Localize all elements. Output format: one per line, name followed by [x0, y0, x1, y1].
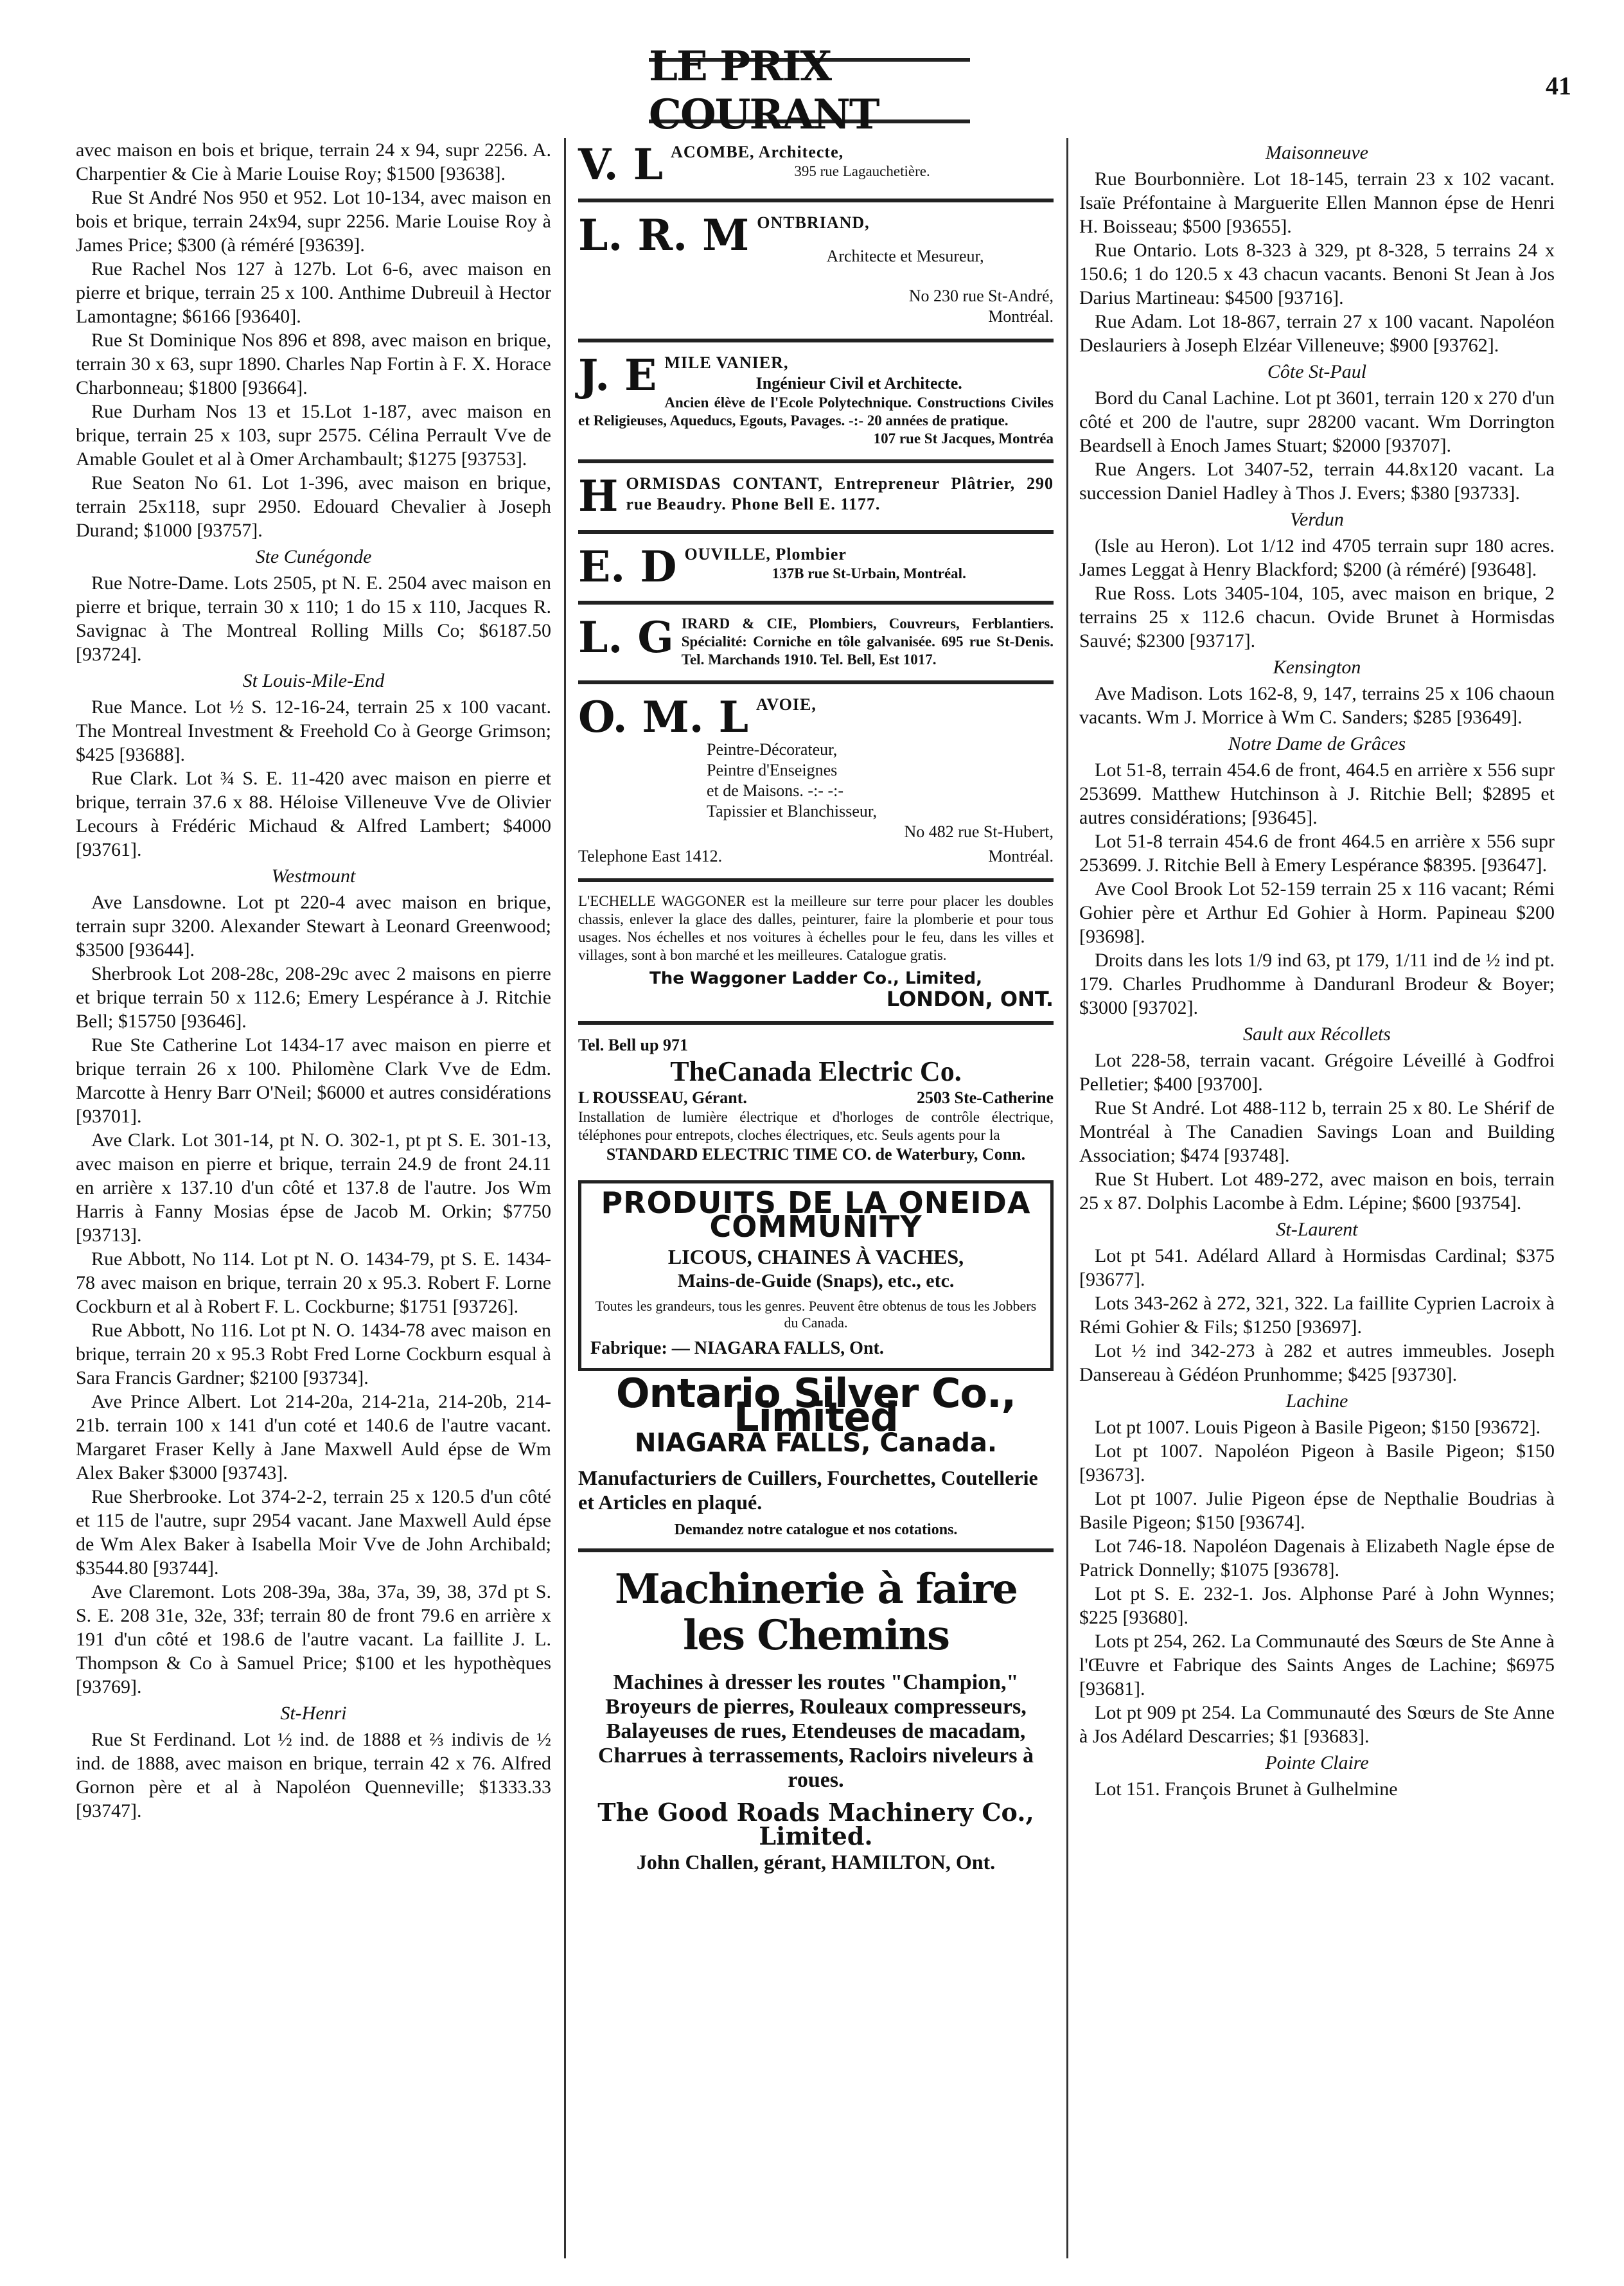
divider	[578, 530, 1054, 534]
electric-card	[578, 1031, 1054, 1170]
vanier-desc: Ancien élève de l'Ecole Polytechnique. Constructions Civiles et Religieuses, Aqueducs, Egouts, Pavages. -:- 20 années de pratique.	[578, 394, 1054, 429]
district-heading: Notre Dame de Grâces	[1228, 733, 1406, 754]
transaction-entry: Lots 343-262 à 272, 321, 322. La faillite Cyprien Lacroix à Rémi Gohier & Fils; $1250 [93697].	[1079, 1293, 1555, 1338]
transaction-entry: Rue Rachel Nos 127 à 127b. Lot 6-6, avec maison en pierre et brique, terrain 25 x 100. Anthime Dubreuil à Hector Lamontagne; $6166 [93640].	[76, 258, 551, 327]
lacombe-initials: V. L	[578, 139, 664, 190]
lavoie-name: AVOIE,	[756, 695, 816, 714]
machinerie-manager: John Challen, gérant, HAMILTON, Ont.	[636, 1850, 996, 1874]
transaction-entry: Rue St Dominique Nos 896 et 898, avec maison en brique, terrain 30 x 63, supr 1890. Charles Nap Fortin à F. X. Horace Charbonneau; $1800 [93664].	[76, 330, 551, 398]
electric-address: 2503 Ste-Catherine	[916, 1088, 1054, 1107]
lacombe-name: ACOMBE, Architecte,	[671, 143, 844, 161]
transaction-entry: Lot ½ ind 342-273 à 282 et autres immeubles. Joseph Dansereau à Gédéon Prunhomme; $425 [93730].	[1079, 1340, 1555, 1385]
electric-agent: STANDARD ELECTRIC TIME CO. de Waterbury, Conn.	[606, 1145, 1026, 1164]
vanier-address: 107 rue St Jacques, Montréa	[873, 430, 1054, 447]
waggoner-city: LONDON, ONT.	[886, 987, 1054, 1011]
waggoner-firm: The Waggoner Ladder Co., Limited,	[649, 969, 982, 988]
silver-title: Ontario Silver Co., Limited	[615, 1370, 1016, 1440]
girard-card	[578, 611, 1054, 674]
lavoie-address: No 482 rue St-Hubert,	[904, 822, 1054, 841]
transaction-entry: Ave Cool Brook Lot 52-159 terrain 25 x 116 vacant; Rémi Gohier père et Arthur Ed Gohier à Horm. Papineau $200 [93698].	[1079, 878, 1555, 947]
transaction-entry: Rue Sherbrooke. Lot 374-2-2, terrain 25 x 120.5 d'un côté et 115 de l'autre, supr 2954 vacant. Jane Maxwell Auld épse de Wm Alex Baker à Isabella Moir Vve de John Archibald; $3544.80 [93744].	[76, 1486, 551, 1579]
transaction-entry: Lot pt S. E. 232-1. Jos. Alphonse Paré à John Wynnes; $225 [93680].	[1079, 1583, 1555, 1628]
middle-column	[578, 138, 1054, 1874]
silver-ask: Demandez notre catalogue et nos cotations.	[674, 1521, 958, 1538]
transaction-entry: Rue St Hubert. Lot 489-272, avec maison en bois, terrain 25 x 87. Dolphis Lacombe à Edm. Lépine; $600 [93754].	[1079, 1169, 1555, 1214]
transaction-entry: Rue Ross. Lots 3405-104, 105, avec maison en brique, 2 terrains 25 x 112.6 chacun. Ovide Brunet à Hormisdas Sauvé; $2300 [93717].	[1079, 583, 1555, 651]
transaction-entry: Lot 51-8 terrain 454.6 de front 464.5 en arrière x 556 supr 253699. J. Ritchie Bell à Emery Lespérance $8395. [93647].	[1079, 831, 1555, 876]
transaction-entry: Bord du Canal Lachine. Lot pt 3601, terrain 120 x 270 d'un côté et 200 de l'autre, supr 28200 vacant. Wm Dorrington Beardsell à Enoch James Stuart; $2000 [93707].	[1079, 387, 1555, 456]
column-divider-right	[1066, 138, 1068, 2258]
transaction-entry: Lot pt 1007. Napoléon Pigeon à Basile Pigeon; $150 [93673].	[1079, 1440, 1555, 1485]
lavoie-line4: Tapissier et Blanchisseur,	[707, 802, 878, 820]
oneida-title: PRODUITS DE LA ONEIDA COMMUNITY	[601, 1185, 1031, 1244]
transaction-entry: Droits dans les lots 1/9 ind 63, pt 179, 1/11 ind de ½ ind pt. 179. Charles Prudhomme à Danduranl Brodeur & Boyer; $3000 [93702].	[1079, 950, 1555, 1018]
divider	[578, 459, 1054, 463]
transaction-entry: Rue St André. Lot 488-112 b, terrain 25 x 80. Le Shérif de Montréal à The Canadien Savings Loan and Building Association; $474 [93748].	[1079, 1097, 1555, 1166]
left-column	[76, 138, 551, 1823]
masthead	[0, 42, 1624, 139]
vanier-card	[578, 349, 1054, 453]
lavoie-card	[578, 691, 1054, 872]
district-heading: St Louis-Mile-End	[242, 670, 385, 691]
oneida-line2: Mains-de-Guide (Snaps), etc., etc.	[677, 1270, 955, 1291]
district-heading: Kensington	[1273, 657, 1361, 678]
girard-text: IRARD & CIE, Plombiers, Couvreurs, Ferblantiers. Spécialité: Corniche en tôle galvanisée. 695 rue St-Denis. Tel. Marchands 1910. Tel. Bell, Est 1017.	[681, 616, 1054, 668]
lavoie-line3: et de Maisons. -:- -:-	[707, 781, 844, 800]
douville-name: OUVILLE, Plombier	[684, 545, 847, 563]
contant-text: ORMISDAS CONTANT, Entrepreneur Plâtrier, 290 rue Beaudry. Phone Bell E. 1177.	[626, 474, 1054, 513]
transaction-entry: Rue Notre-Dame. Lots 2505, pt N. E. 2504 avec maison en pierre et brique, terrain 30 x 110; 1 do 15 x 110, Jacques R. Savignac à The Montreal Rolling Mills Co; $6187.50 [93724].	[76, 572, 551, 665]
right-column	[1079, 138, 1555, 1801]
silver-ad	[578, 1370, 1054, 1542]
transaction-entry: (Isle au Heron). Lot 1/12 ind 4705 terrain supr 180 acres. James Leggat à Henry Blackford; $200 (à réméré) [93648].	[1079, 535, 1555, 580]
transaction-entry: Lot pt 1007. Julie Pigeon épse de Nepthalie Boudrias à Basile Pigeon; $150 [93674].	[1079, 1488, 1555, 1533]
transaction-entry: Lot 228-58, terrain vacant. Grégoire Léveillé à Godfroi Pelletier; $400 [93700].	[1079, 1050, 1555, 1095]
district-heading: Pointe Claire	[1265, 1752, 1369, 1773]
douville-initials: E. D	[578, 542, 677, 592]
vanier-initials: J. E	[578, 350, 657, 400]
transaction-entry: Lot 51-8, terrain 454.6 de front, 464.5 en arrière x 556 supr 253699. Matthew Hutchinson à J. Ritchie Bell; $2895 et autres considérations; [93645].	[1079, 759, 1555, 828]
column-divider-left	[564, 138, 566, 2258]
district-heading: Westmount	[271, 865, 356, 887]
transaction-entry: Ave Lansdowne. Lot pt 220-4 avec maison en brique, terrain supr 3200. Alexander Stewart à Leonard Greenwood; $3500 [93644].	[76, 892, 551, 961]
transaction-entry: Lot 746-18. Napoléon Dagenais à Elizabeth Nagle épse de Patrick Donnelly; $1075 [93678].	[1079, 1536, 1555, 1581]
waggoner-text: L'ECHELLE WAGGONER est la meilleure sur terre pour placer les doubles chassis, enlever la glace des dalles, peinturer, faire la plomberie et pour tous usages. Nos échelles et nos voitures à échelles pour le feu, dans les villes et villages, sont à bon marché et les meilleures. Catalogue gratis.	[578, 893, 1054, 963]
electric-manager: L ROUSSEAU, Gérant.	[578, 1088, 747, 1107]
transaction-entry: Rue Abbott, No 114. Lot pt N. O. 1434-79, pt S. E. 1434-78 avec maison en brique, terrain 20 x 95.3. Robert F. Lorne Cockburn et al à Robert F. L. Cockburne; $1751 [93726].	[76, 1248, 551, 1317]
transaction-entry: Rue St André Nos 950 et 952. Lot 10-134, avec maison en bois et brique, terrain 24x94, supr 2256. Marie Louise Roy à James Price; $300 (à réméré [93639].	[76, 187, 551, 256]
montbriand-initials: L. R. M	[578, 210, 750, 260]
transaction-entry: Ave Madison. Lots 162-8, 9, 147, terrains 25 x 106 chaoun vacants. Wm J. Morrice à Wm C. Sanders; $285 [93649].	[1079, 683, 1555, 728]
montbriand-role: Architecte et Mesureur,	[826, 247, 984, 265]
district-heading: Sault aux Récollets	[1243, 1023, 1391, 1045]
divider	[578, 1548, 1054, 1552]
montbriand-city: Montréal.	[988, 307, 1054, 326]
transaction-entry: Rue St Ferdinand. Lot ½ ind. de 1888 et ⅔ indivis de ½ ind. de 1888, avec maison en brique, terrain 42 x 76. Alfred Gornon père et al à Napoléon Quenneville; $1333.33 [93747].	[76, 1729, 551, 1821]
divider	[578, 339, 1054, 342]
divider	[578, 1021, 1054, 1025]
transaction-entry: Rue Angers. Lot 3407-52, terrain 44.8x120 vacant. La succession Daniel Hadley à Thos J. Evers; $380 [93733].	[1079, 459, 1555, 504]
silver-city: NIAGARA FALLS, Canada.	[634, 1428, 998, 1458]
district-heading: St-Laurent	[1276, 1219, 1358, 1240]
transaction-entry: Ave Clark. Lot 301-14, pt N. O. 302-1, pt pt S. E. 301-13, avec maison en pierre et brique, terrain 24.9 de front 24.11 en arrière x 137.10 d'un côté et 137.8 de l'autre. Jos Wm Harris à Fanny Mosias épse de Jacob M. Orkin; $7750 [93713].	[76, 1130, 551, 1246]
transaction-entry: Lot 151. François Brunet à Gulhelmine	[1095, 1778, 1398, 1800]
district-heading: Côte St-Paul	[1267, 361, 1367, 382]
district-heading: Verdun	[1290, 509, 1344, 530]
transaction-entry: Rue Abbott, No 116. Lot pt N. O. 1434-78 avec maison en brique, terrain 20 x 95.3 Robt Fred Lorne Cockburn esqual à Sara Francis Gardner; $2100 [93734].	[76, 1320, 551, 1388]
girard-initials: L. G	[578, 612, 674, 662]
transaction-entry: Rue Clark. Lot ¾ S. E. 11-420 avec maison en pierre et brique, terrain 37.6 x 88. Héloise Villeneuve Vve de Olivier Lecours à Frédéric Michaud & Alfred Lambert; $4000 [93761].	[76, 768, 551, 860]
transaction-entry: Ave Claremont. Lots 208-39a, 38a, 37a, 39, 38, 37d pt S. S. E. 208 31e, 32e, 33f; terrain 80 de front 79.6 en arrière x 191 d'un côté et 198.6 de l'autre vacant. La faillite J. L. Thompson & Co à Samuel Price; $100 et les hypothèques [93769].	[76, 1581, 551, 1697]
transaction-entry: Rue Ste Catherine Lot 1434-17 avec maison en pierre et brique terrain 26 x 100. Philomène Clark Vve de Edm. Marcotte à Henry Barr O'Neil; $6000 et autres considérations [93701].	[76, 1034, 551, 1127]
machinerie-ad	[578, 1566, 1054, 1874]
montbriand-name: ONTBRIAND,	[757, 213, 870, 232]
lacombe-address: 395 rue Lagauchetière.	[794, 163, 930, 179]
page-number: 41	[1546, 71, 1571, 100]
douville-address: 137B rue St-Urbain, Montréal.	[772, 565, 966, 581]
transaction-entry: Rue Durham Nos 13 et 15.Lot 1-187, avec maison en brique, terrain 25 x 103, supr 2575. Célina Perrault Vve de Amable Goulet et al à Omer Archambault; $1275 [93753].	[76, 401, 551, 470]
transaction-entry: Rue Adam. Lot 18-867, terrain 27 x 100 vacant. Napoléon Deslauriers à Joseph Elzéar Villeneuve; $900 [93762].	[1079, 311, 1555, 356]
oneida-line1: LICOUS, CHAINES À VACHES,	[667, 1245, 964, 1268]
silver-desc: Manufacturiers de Cuillers, Fourchettes, Coutellerie et Articles en plaqué.	[578, 1466, 1038, 1514]
publication-logo: LE PRIX COURANT	[649, 58, 970, 123]
transaction-entry: Rue Bourbonnière. Lot 18-145, terrain 23 x 102 vacant. Isaïe Préfontaine à Marguerite Ellen Mannon épse de Henri H. Boisseau; $500 [93655].	[1079, 168, 1555, 237]
oneida-ad	[578, 1180, 1054, 1371]
transaction-entry: Lot pt 1007. Louis Pigeon à Basile Pigeon; $150 [93672].	[1095, 1417, 1541, 1438]
montbriand-address: No 230 rue St-André,	[908, 287, 1054, 305]
divider	[578, 878, 1054, 882]
waggoner-card	[578, 889, 1054, 1015]
oneida-factory: Fabrique: — NIAGARA FALLS, Ont.	[590, 1338, 884, 1358]
district-heading: St-Henri	[280, 1703, 347, 1724]
lavoie-line1: Peintre-Décorateur,	[707, 740, 838, 759]
district-heading: Lachine	[1285, 1390, 1348, 1412]
machinerie-firm: The Good Roads Machinery Co., Limited.	[597, 1798, 1034, 1850]
lacombe-card	[578, 138, 1054, 192]
divider	[578, 680, 1054, 684]
transaction-entry: Sherbrook Lot 208-28c, 208-29c avec 2 maisons en pierre et brique terrain 50 x 112.6; Emery Lespérance à J. Ritchie Bell; $15750 [93646].	[76, 963, 551, 1032]
transaction-entry: avec maison en bois et brique, terrain 24 x 94, supr 2256. A. Charpentier & Cie à Marie Louise Roy; $1500 [93638].	[76, 139, 551, 184]
transaction-entry: Rue Seaton No 61. Lot 1-396, avec maison en brique, terrain 25x118, supr 2950. Edouard Chevalier à Joseph Durand; $1000 [93757].	[76, 472, 551, 541]
electric-desc: Installation de lumière électrique et d'horloges de contrôle électrique, téléphones pour entrepots, cloches électriques, etc. Seuls agents pour la	[578, 1109, 1054, 1143]
vanier-name: MILE VANIER,	[664, 353, 789, 372]
district-heading: Maisonneuve	[1266, 142, 1368, 163]
electric-name: TheCanada Electric Co.	[670, 1056, 962, 1087]
lavoie-city: Montréal.	[988, 847, 1054, 865]
lavoie-line2: Peintre d'Enseignes	[707, 761, 838, 779]
machinerie-desc: Machines à dresser les routes "Champion," Broyeurs de pierres, Rouleaux compresseurs, Balayeuses de rues, Etendeuses de macadam, Charrues à terrassements, Racloirs niveleurs à roues.	[598, 1670, 1034, 1792]
montbriand-card	[578, 209, 1054, 332]
contant-card	[578, 470, 1054, 524]
transaction-entry: Rue Ontario. Lots 8-323 à 329, pt 8-328, 5 terrains 24 x 150.6; 1 do 120.5 x 43 chacun vacants. Benoni St Jean à Jos Darius Martineau: $4500 [93716].	[1079, 240, 1555, 308]
machinerie-title: Machinerie à faire les Chemins	[615, 1565, 1017, 1660]
transaction-entry: Lots pt 254, 262. La Communauté des Sœurs de Ste Anne à l'Œuvre et Fabrique des Saints Anges de Lachine; $6975 [93681].	[1079, 1631, 1555, 1699]
douville-card	[578, 540, 1054, 594]
transaction-entry: Lot pt 909 pt 254. La Communauté des Sœurs de Ste Anne à Jos Adélard Descarries; $1 [93683].	[1079, 1702, 1555, 1747]
contant-initial: H	[578, 471, 619, 521]
oneida-line3: Toutes les grandeurs, tous les genres. Peuvent être obtenus de tous les Jobbers du Canada.	[595, 1298, 1037, 1331]
electric-tel: Tel. Bell up 971	[578, 1036, 688, 1054]
transaction-entry: Lot pt 541. Adélard Allard à Hormisdas Cardinal; $375 [93677].	[1079, 1245, 1555, 1290]
lavoie-phone: Telephone East 1412.	[578, 847, 723, 865]
vanier-role: Ingénieur Civil et Architecte.	[755, 374, 962, 393]
divider	[578, 601, 1054, 605]
transaction-entry: Rue Mance. Lot ½ S. 12-16-24, terrain 25 x 100 vacant. The Montreal Investment & Freehold Co à George Grimson; $425 [93688].	[76, 696, 551, 765]
transaction-entry: Ave Prince Albert. Lot 214-20a, 214-21a, 214-20b, 214-21b. terrain 100 x 141 d'un coté et 140.6 de l'autre vacant. Margaret Fraser Kelly à Jane Maxwell Auld épse de Wm Alex Baker $3000 [93743].	[76, 1391, 551, 1484]
lavoie-initials: O. M. L	[578, 692, 748, 742]
district-heading: Ste Cunégonde	[255, 546, 372, 567]
divider	[578, 199, 1054, 202]
